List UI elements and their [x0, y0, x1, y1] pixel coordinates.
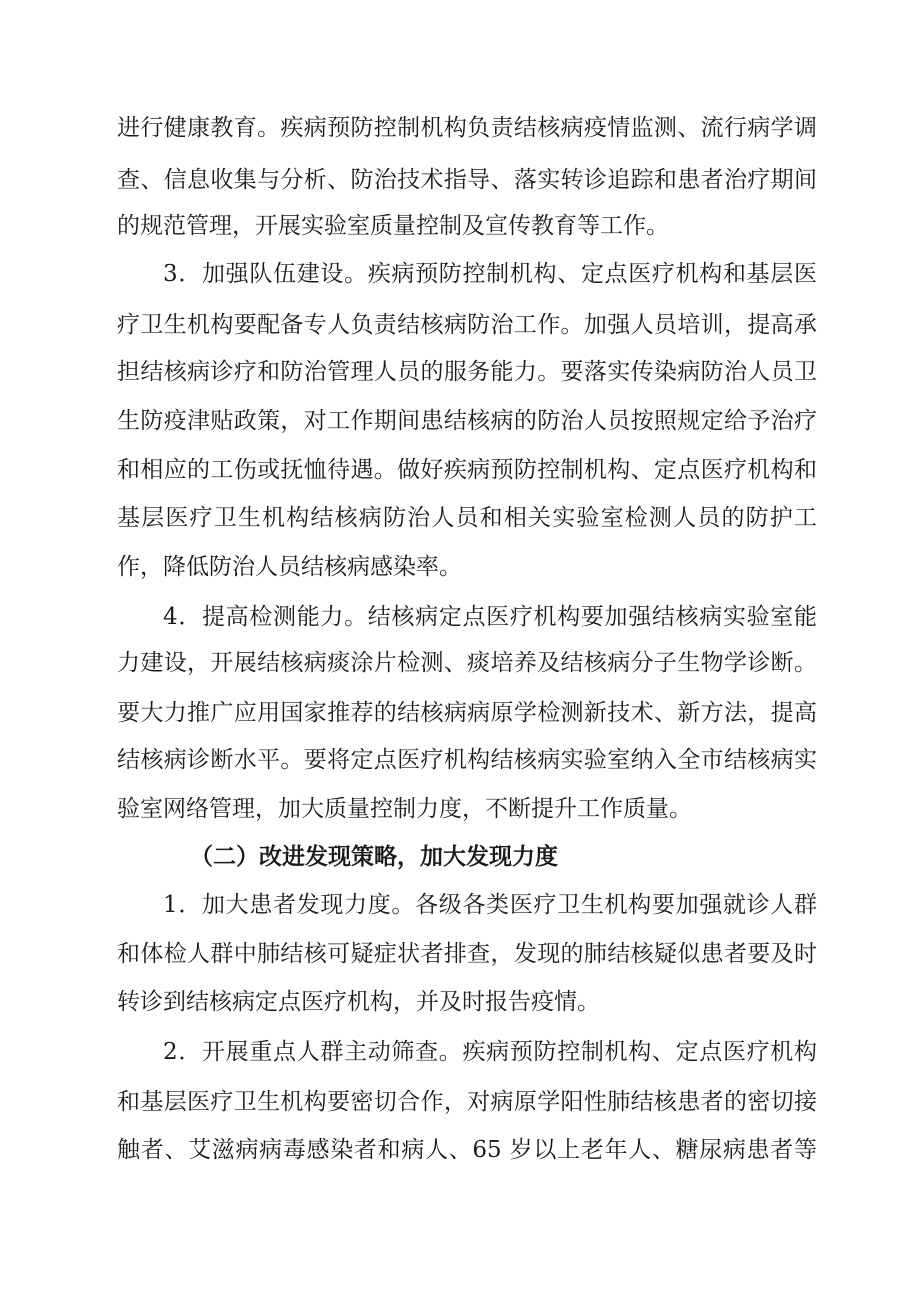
text-line: 力建设，开展结核病痰涂片检测、痰培养及结核病分子生物学诊断。	[117, 650, 817, 676]
text-line: 生防疫津贴政策，对工作期间患结核病的防治人员按照规定给予治疗	[117, 408, 817, 434]
text-line: 要大力推广应用国家推荐的结核病病原学检测新技术、新方法，提高	[117, 700, 817, 726]
text-line: 作，降低防治人员结核病感染率。	[117, 554, 462, 580]
text-line: 查、信息收集与分析、防治技术指导、落实转诊追踪和患者治疗期间	[117, 167, 817, 193]
text-line: 和相应的工伤或抚恤待遇。做好疾病预防控制机构、定点医疗机构和	[117, 457, 817, 483]
text-line: 验室网络管理，加大质量控制力度，不断提升工作质量。	[117, 796, 692, 822]
text-line: 担结核病诊疗和防治管理人员的服务能力。要落实传染病防治人员卫	[117, 359, 817, 385]
text-line: 疗卫生机构要配备专人负责结核病防治工作。加强人员培训，提高承	[117, 312, 817, 338]
text-line: 转诊到结核病定点医疗机构，并及时报告疫情。	[117, 989, 600, 1015]
paragraph-first-line: 4．提高检测能力。结核病定点医疗机构要加强结核病实验室能	[163, 604, 817, 630]
paragraph-first-line: 1．加大患者发现力度。各级各类医疗卫生机构要加强就诊人群	[163, 892, 817, 918]
paragraph-first-line: 3．加强队伍建设。疾病预防控制机构、定点医疗机构和基层医	[163, 261, 817, 287]
text-line: 的规范管理，开展实验室质量控制及宣传教育等工作。	[117, 213, 669, 239]
text-line: 触者、艾滋病病毒感染者和病人、65 岁以上老年人、糖尿病患者等	[117, 1137, 817, 1163]
text-line: 和体检人群中肺结核可疑症状者排查，发现的肺结核疑似患者要及时	[117, 941, 817, 967]
text-line: 结核病诊断水平。要将定点医疗机构结核病实验室纳入全市结核病实	[117, 747, 817, 773]
text-line: 和基层医疗卫生机构要密切合作，对病原学阳性肺结核患者的密切接	[117, 1089, 817, 1115]
paragraph-first-line: 2．开展重点人群主动筛查。疾病预防控制机构、定点医疗机构	[163, 1039, 817, 1065]
text-line: 进行健康教育。疾病预防控制机构负责结核病疫情监测、流行病学调	[117, 115, 817, 141]
section-heading: （二）改进发现策略，加大发现力度	[190, 844, 558, 870]
text-line: 基层医疗卫生机构结核病防治人员和相关实验室检测人员的防护工	[117, 505, 817, 531]
